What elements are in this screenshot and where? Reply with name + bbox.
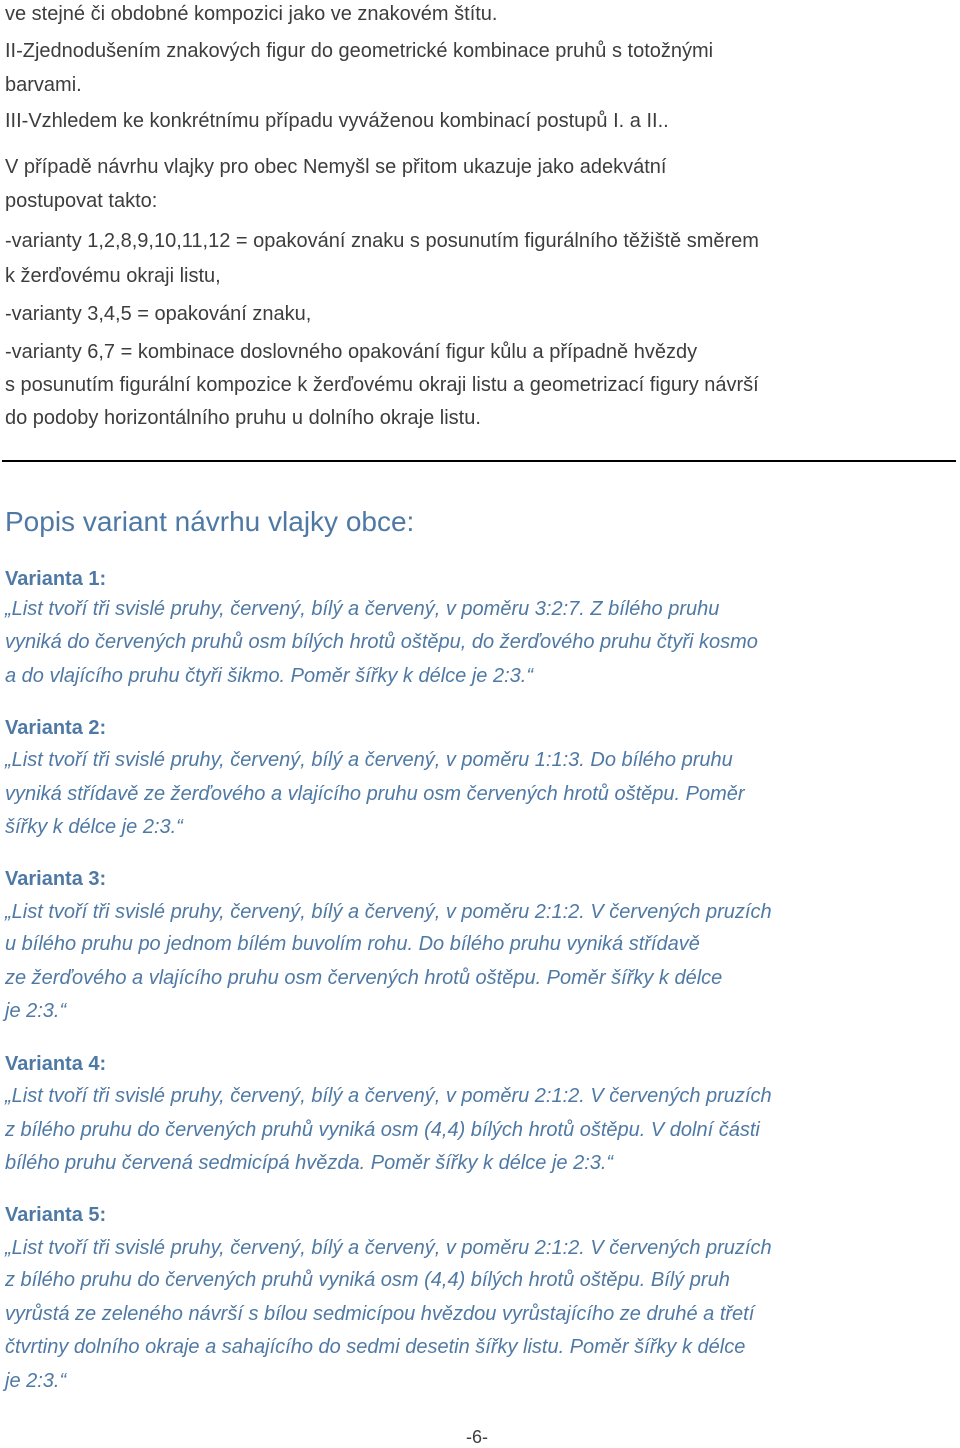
variant-2-line-3: šířky k délce je 2:3.“ [5,816,183,838]
variant-4-line-2: z bílého pruhu do červených pruhů vyniká osm (4,4) bílých hrotů oštěpu. V dolní části [5,1119,760,1141]
variant-4-line-3: bílého pruhu červená sedmicípá hvězda. Poměr šířky k délce je 2:3.“ [5,1152,614,1174]
intro-line-4: III-Vzhledem ke konkrétnímu případu vyváženou kombinací postupů I. a II.. [5,110,669,132]
variant-3-line-4: je 2:3.“ [5,1000,67,1022]
variant-5-line-3: vyrůstá ze zeleného návrší s bílou sedmicípou hvězdou vyrůstajícího ze druhé a třetí [5,1303,755,1325]
section-heading: Popis variant návrhu vlajky obce: [5,506,415,537]
variant-2-label: Varianta 2: [5,717,107,739]
intro-line-5: V případě návrhu vlajky pro obec Nemyšl se přitom ukazuje jako adekvátní [5,156,667,178]
variant-3-line-1: „List tvoří tři svislé pruhy, červený, bílý a červený, v poměru 2:1:2. V červených pruzích [5,901,772,923]
intro-line-11: s posunutím figurální kompozice k žerďovému okraji listu a geometrizací figury návrší [5,374,759,396]
page-number: -6- [466,1427,488,1447]
intro-line-3: barvami. [5,74,82,96]
variant-4-line-1: „List tvoří tři svislé pruhy, červený, bílý a červený, v poměru 2:1:2. V červených pruzích [5,1085,772,1107]
intro-line-6: postupovat takto: [5,190,158,212]
variant-1-line-1: „List tvoří tři svislé pruhy, červený, bílý a červený, v poměru 3:2:7. Z bílého pruhu [5,598,720,620]
variant-5-line-1: „List tvoří tři svislé pruhy, červený, bílý a červený, v poměru 2:1:2. V červených pruzích [5,1237,772,1259]
variant-2-line-2: vyniká střídavě ze žerďového a vlajícího pruhu osm červených hrotů oštěpu. Poměr [5,783,745,805]
variant-5-line-4: čtvrtiny dolního okraje a sahajícího do sedmi desetin šířky listu. Poměr šířky k délce [5,1336,746,1358]
intro-line-7: -varianty 1,2,8,9,10,11,12 = opakování znaku s posunutím figurálního těžiště směrem [5,230,759,252]
variant-4-label: Varianta 4: [5,1053,107,1075]
variant-3-line-3: ze žerďového a vlajícího pruhu osm červených hrotů oštěpu. Poměr šířky k délce [5,967,723,989]
intro-line-9: -varianty 3,4,5 = opakování znaku, [5,303,312,325]
variant-1-line-2: vyniká do červených pruhů osm bílých hrotů oštěpu, do žerďového pruhu čtyři kosmo [5,631,758,653]
variant-1-label: Varianta 1: [5,568,107,590]
intro-line-8: k žerďovému okraji listu, [5,265,221,287]
intro-line-12: do podoby horizontálního pruhu u dolního okraje listu. [5,407,481,429]
variant-5-line-2: z bílého pruhu do červených pruhů vyniká osm (4,4) bílých hrotů oštěpu. Bílý pruh [5,1269,730,1291]
variant-3-line-2: u bílého pruhu po jednom bílém buvolím rohu. Do bílého pruhu vyniká střídavě [5,933,700,955]
variant-1-line-3: a do vlajícího pruhu čtyři šikmo. Poměr šířky k délce je 2:3.“ [5,665,533,687]
variant-3-label: Varianta 3: [5,868,107,890]
variant-5-label: Varianta 5: [5,1204,107,1226]
section-divider [2,460,956,462]
intro-line-1: ve stejné či obdobné kompozici jako ve znakovém štítu. [5,3,498,25]
variant-2-line-1: „List tvoří tři svislé pruhy, červený, bílý a červený, v poměru 1:1:3. Do bílého pruhu [5,749,733,771]
intro-line-2: II-Zjednodušením znakových figur do geometrické kombinace pruhů s totožnými [5,40,714,62]
intro-line-10: -varianty 6,7 = kombinace doslovného opakování figur kůlu a případně hvězdy [5,341,698,363]
variant-5-line-5: je 2:3.“ [5,1370,67,1392]
